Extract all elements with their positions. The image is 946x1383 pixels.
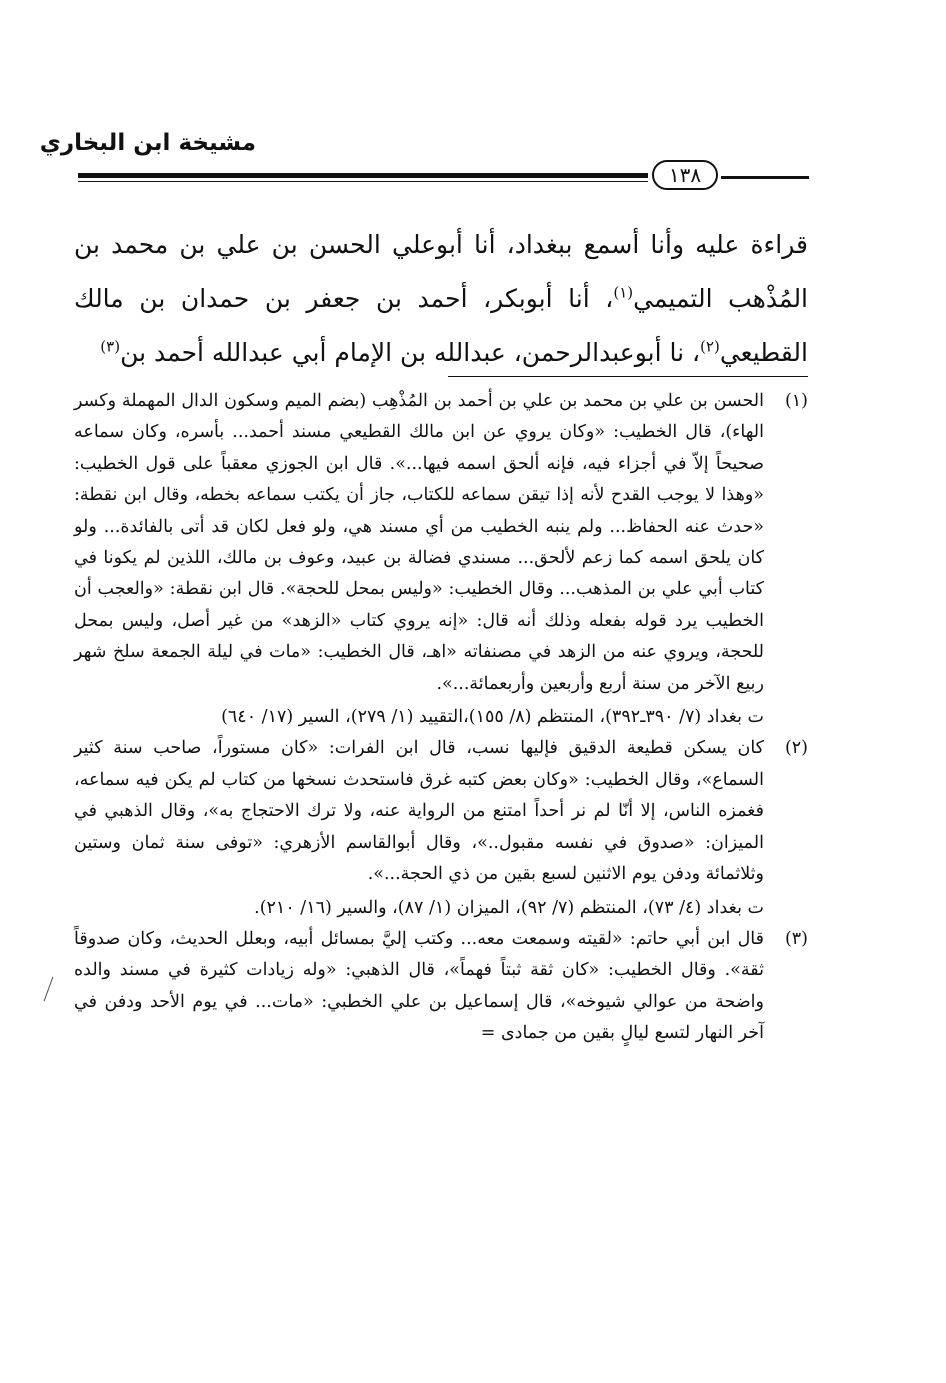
footnotes: [74, 386, 812, 1050]
footnote-number: (٣): [784, 928, 808, 949]
margin-pencil-mark: [44, 977, 54, 1002]
footnote-ref-3: (٣): [100, 337, 121, 356]
footnote-ref-2: (٢): [700, 337, 720, 356]
footnote-sources: ت بغداد (٧/ ٣٩٠ـ٣٩٢)، المنتظم (٨/ ١٥٥)،التقييد (١/ ٢٧٩)، السير (١٧/ ٦٤٠): [221, 707, 764, 728]
footnote-1: [74, 386, 812, 733]
footnote-text: الحسن بن علي بن محمد بن علي بن أحمد بن المُذْهِب (بضم الميم وسكون الدال المهملة وكسر الهاء)، قال الخطيب: «وكان يروي عن ابن مالك القطيعي مسند أحمد... بأسره، وكان سماعه صحيحاً إلاّ في أجزاء فيه، فإنه ألحق اسمه فيها...». قال ابن الجوزي معقباً على قول الخطيب: «وهذا لا يوجب القدح لأنه إذا تيقن سماعه للكتاب، جاز أن يكتب سماعه بخطه، وقال ابن نقطة: «حدث عنه الحفاظ... ولم ينبه الخطيب من أي مسند هي، ولو فعل لكان قد أتى بالفائدة... ولو كان يلحق اسمه كما زعم لألحق... مسندي فضالة بن عبيد، وعوف بن مالك، اللذين لم يكونا في كتاب أبي علي بن المذهب... وقال الخطيب: «وليس بمحل للحجة». قال ابن نقطة: «والعجب أن الخطيب يرد قوله بفعله وذلك أنه قال: «إنه يروي كتاب «الزهد» من غير أصل، وليس بمحل للحجة، ويروي عنه من الزهد في مصنفاته «اهـ، قال الخطيب: «مات في ليلة الجمعة سلخ شهر ربيع الآخر من سنة أربع وأربعين وأربعمائة...».: [74, 391, 764, 694]
footnote-text: قال ابن أبي حاتم: «لقيته وسمعت معه... وكتب إليَّ بمسائل أبيه، وبعلل الحديث، وكان صدوقاً ثقة». وقال الخطيب: «كان ثقة ثبتاً فهماً»، قال الذهبي: «وله زيادات كثيرة في مسند والده واضحة من عوالي شيوخه»، قال إسماعيل بن علي الخطبي: «مات... في يوم الأحد ودفن في آخر النهار لتسع ليالٍ بقين من جمادى =: [74, 928, 764, 1044]
footnote-number: (٢): [784, 738, 808, 759]
footnote-3: [74, 924, 812, 1050]
running-title: مشيخة ابن البخاري: [39, 130, 256, 156]
page-number-text: ١٣٨: [668, 163, 702, 187]
main-text-part-3: ، نا أبوعبدالرحمن، عبدالله بن الإمام أبي عبدالله أحمد بن: [120, 338, 701, 367]
header-rule-thin: [78, 181, 648, 182]
page-number: [652, 160, 718, 190]
footnote-2: [74, 733, 812, 923]
footnote-body: [74, 924, 764, 1050]
footnote-text: كان يسكن قطيعة الدقيق فإليها نسب، قال ابن الفرات: «كان مستوراً، صاحب سنة كثير السماع»، وقال الخطيب: «وكان بعض كتبه غرق فاستحدث نسخها من كتاب لم يكن فيه سماعه، فغمزه الناس، إلا أنّا لم نر أحداً امتنع من الرواية عنه، ولا ترك الاحتجاج به»، وقال الذهبي في الميزان: «صدوق في نفسه مقبول..»، وقال أبوالقاسم الأزهري: «توفى سنة ثمان وستين وثلاثمائة ودفن يوم الاثنين لسبع بقين من ذي الحجة...».: [74, 738, 764, 885]
footnote-ref-1: (١): [613, 283, 634, 302]
header-rule-thick: [78, 173, 648, 178]
main-text: [74, 218, 808, 380]
footnote-sources: ت بغداد (٤/ ٧٣)، المنتظم (٧/ ٩٢)، الميزان (١/ ٨٧)، والسير (١٦/ ٢١٠).: [254, 897, 764, 918]
main-text-part-2: ، أنا أبوبكر، أحمد بن جعفر بن حمدان بن مالك القطيعي: [74, 284, 808, 367]
main-text-part-1: قراءة عليه وأنا أسمع ببغداد، أنا أبوعلي الحسن بن علي بن محمد بن المُذْهب التميمي: [74, 230, 809, 313]
footnote-body: [74, 386, 764, 733]
footnote-number: (١): [784, 391, 808, 411]
footnote-separator: [448, 376, 808, 377]
footnote-body: [74, 733, 764, 923]
header-rule-right: [721, 176, 809, 179]
